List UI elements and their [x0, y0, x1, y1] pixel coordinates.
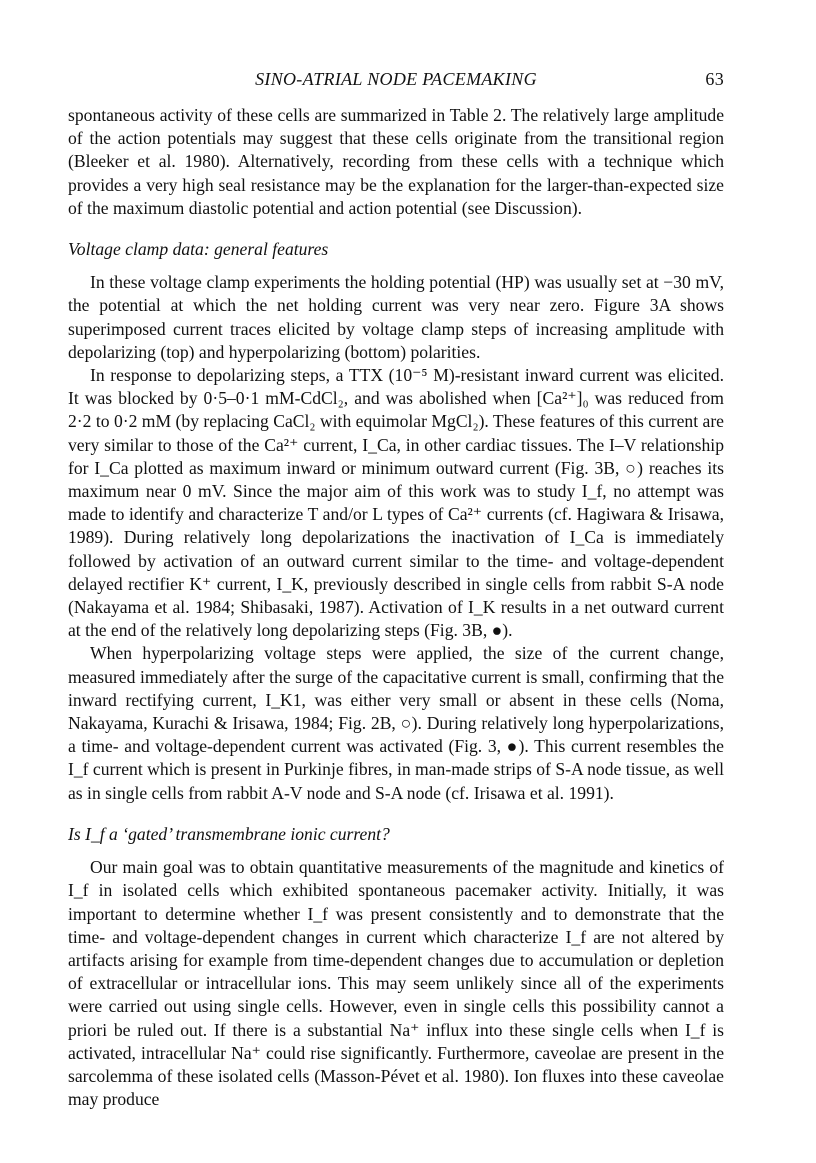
- journal-page: [68, 66, 724, 1111]
- paragraph: In these voltage clamp experiments the holding potential (HP) was usually set at −30 mV, the potential at which the net holding current was very near zero. Figure 3A shows superimposed current traces elicited by voltage clamp steps of increasing amplitude with depolarizing (top) and hyperpolarizing (bottom) polarities.: [68, 272, 724, 362]
- paragraph: spontaneous activity of these cells are summarized in Table 2. The relatively large amplitude of the action potentials may suggest that these cells originate from the transitional region (Bleeker et al. 1980). Alternatively, recording from these cells with a technique which provides a very high seal resistance may be the explanation for the larger-than-expected size of the maximum diastolic potential and action potential (see Discussion).: [68, 105, 724, 218]
- paragraph: Our main goal was to obtain quantitative measurements of the magnitude and kinetics of I_f in isolated cells which exhibited spontaneous pacemaker activity. Initially, it was important to determine whether I_f was present consistently and to demonstrate that the time- and voltage-dependent changes in current which characterize I_f are not altered by artifacts arising for example from time-dependent changes due to accumulation or depletion of extracellular or intracellular ions. This may seem unlikely since all of the experiments were carried out using single cells. However, even in single cells this possibility cannot a priori be ruled out. If there is a substantial Na⁺ influx into these single cells when I_f is activated, intracellular Na⁺ could rise significantly. Furthermore, caveolae are present in the sarcolemma of these isolated cells (Masson-Pévet et al. 1980). Ion fluxes into these caveolae may produce: [68, 857, 724, 1110]
- page-number: 63: [705, 69, 724, 89]
- section-heading: Is I_f a ‘gated’ transmembrane ionic current?: [68, 823, 390, 844]
- running-head: [68, 66, 724, 92]
- paragraph: When hyperpolarizing voltage steps were applied, the size of the current change, measured immediately after the surge of the capacitative current is small, confirming that the inward rectifying current, I_K1, was either very small or absent in these cells (Noma, Nakayama, Kurachi & Irisawa, 1984; Fig. 2B, ○). During relatively long hyperpolarizations, a time- and voltage-dependent current was activated (Fig. 3, ●). This current resembles the I_f current which is present in Purkinje fibres, in man-made strips of S-A node tissue, as well as in single cells from rabbit A-V node and S-A node (cf. Irisawa et al. 1991).: [68, 643, 724, 803]
- paragraph: In response to depolarizing steps, a TTX (10⁻⁵ M)-resistant inward current was elicited. It was blocked by 0·5–0·1 mM-CdCl₂, and was abolished when [Ca²⁺]₀ was reduced from 2·2 to 0·2 mM (by replacing CaCl₂ with equimolar MgCl₂). These features of this current are very similar to those of the Ca²⁺ current, I_Ca, in other cardiac tissues. The I–V relationship for I_Ca plotted as maximum inward or minimum outward current (Fig. 3B, ○) reaches its maximum near 0 mV. Since the major aim of this work was to study I_f, no attempt was made to identify and characterize T and/or L types of Ca²⁺ currents (cf. Hagiwara & Irisawa, 1989). During relatively long depolarizations the inactivation of I_Ca is immediately followed by activation of an outward current similar to the time- and voltage-dependent delayed rectifier K⁺ current, I_K, previously described in single cells from rabbit S-A node (Nakayama et al. 1984; Shibasaki, 1987). Activation of I_K results in a net outward current at the end of the relatively long depolarizing steps (Fig. 3B, ●).: [68, 365, 724, 641]
- body-text: [68, 104, 724, 1111]
- section-heading: Voltage clamp data: general features: [68, 239, 329, 260]
- running-title: SINO-ATRIAL NODE PACEMAKING: [255, 69, 537, 89]
